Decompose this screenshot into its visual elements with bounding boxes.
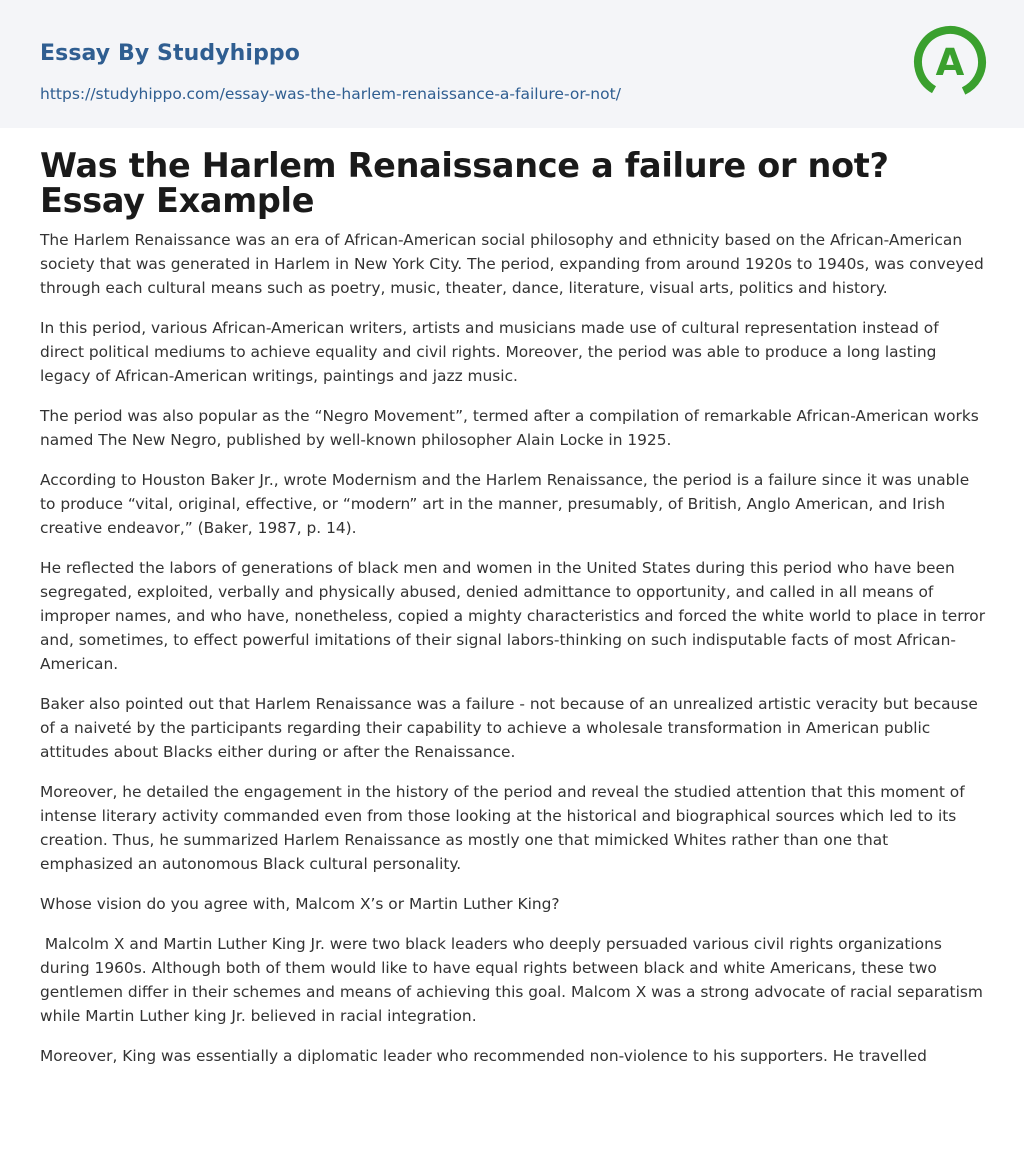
essay-body <box>40 228 990 1068</box>
site-title[interactable]: Essay By Studyhippo <box>40 41 300 66</box>
essay-paragraph: The Harlem Renaissance was an era of African-American social philosophy and ethnicity based on the African-American society that was generated in Harlem in New York City. The period, expanding from around 1920s to 1940s, was conveyed through each cultural means such as poetry, music, theater, dance, literature, visual arts, politics and history. <box>40 231 989 297</box>
essay-question: Whose vision do you agree with, Malcom X’s or Martin Luther King? <box>40 895 560 913</box>
essay-url-link[interactable]: https://studyhippo.com/essay-was-the-harlem-renaissance-a-failure-or-not/ <box>40 85 621 103</box>
article <box>40 146 990 1084</box>
essay-paragraph: He reflected the labors of generations of black men and women in the United States during this period who have been segregated, exploited, verbally and physically abused, denied admittance to opportunity, and called in all means of improper names, and who have, nonetheless, copied a mighty characteristics and forced the white world to place in terror and, sometimes, to effect powerful imitations of their signal labors-thinking on such indisputable facts of most African-American. <box>40 559 990 673</box>
essay-paragraph: The period was also popular as the “Negro Movement”, termed after a compilation of remarkable African-American works named The New Negro, published by well-known philosopher Alain Locke in 1925. <box>40 407 984 449</box>
essay-paragraph: Baker also pointed out that Harlem Renaissance was a failure - not because of an unrealized artistic veracity but because of a naiveté by the participants regarding their capability to achieve a wholesale transformation in American public attitudes about Blacks either during or after the Renaissance. <box>40 695 983 761</box>
page-title-line-1: Was the Harlem Renaissance a failure or not? <box>40 146 889 185</box>
essay-paragraph-truncated: Moreover, King was essentially a diplomatic leader who recommended non-violence to his supporters. He travelled <box>40 1047 927 1065</box>
page-title <box>40 148 986 218</box>
essay-paragraph: In this period, various African-American writers, artists and musicians made use of cultural representation instead of direct political mediums to achieve equality and civil rights. Moreover, the period was able to produce a long lasting legacy of African-American writings, paintings and jazz music. <box>40 319 944 385</box>
essay-paragraph: According to Houston Baker Jr., wrote Modernism and the Harlem Renaissance, the period is a failure since it was unable to produce “vital, original, effective, or “modern” art in the manner, presumably, of British, Anglo American, and Irish creative endeavor,” (Baker, 1987, p. 14). <box>40 471 975 537</box>
page-title-line-2: Essay Example <box>40 181 315 220</box>
essay-paragraph: Malcolm X and Martin Luther King Jr. were two black leaders who deeply persuaded various civil rights organizations during 1960s. Although both of them would like to have equal rights between black and white Americans, these two gentlemen differ in their schemes and means of achieving this goal. Malcom X was a strong advocate of racial separatism while Martin Luther king Jr. believed in racial integration. <box>40 935 988 1025</box>
site-header <box>0 0 1024 128</box>
studyhippo-logo-a-icon[interactable] <box>912 18 988 106</box>
essay-paragraph: Moreover, he detailed the engagement in the history of the period and reveal the studied attention that this moment of intense literary activity commanded even from those looking at the historical and biographical sources which led to its creation. Thus, he summarized Harlem Renaissance as mostly one that mimicked Whites rather than one that emphasized an autonomous Black cultural personality. <box>40 783 970 873</box>
logo-letter: A <box>935 41 965 84</box>
